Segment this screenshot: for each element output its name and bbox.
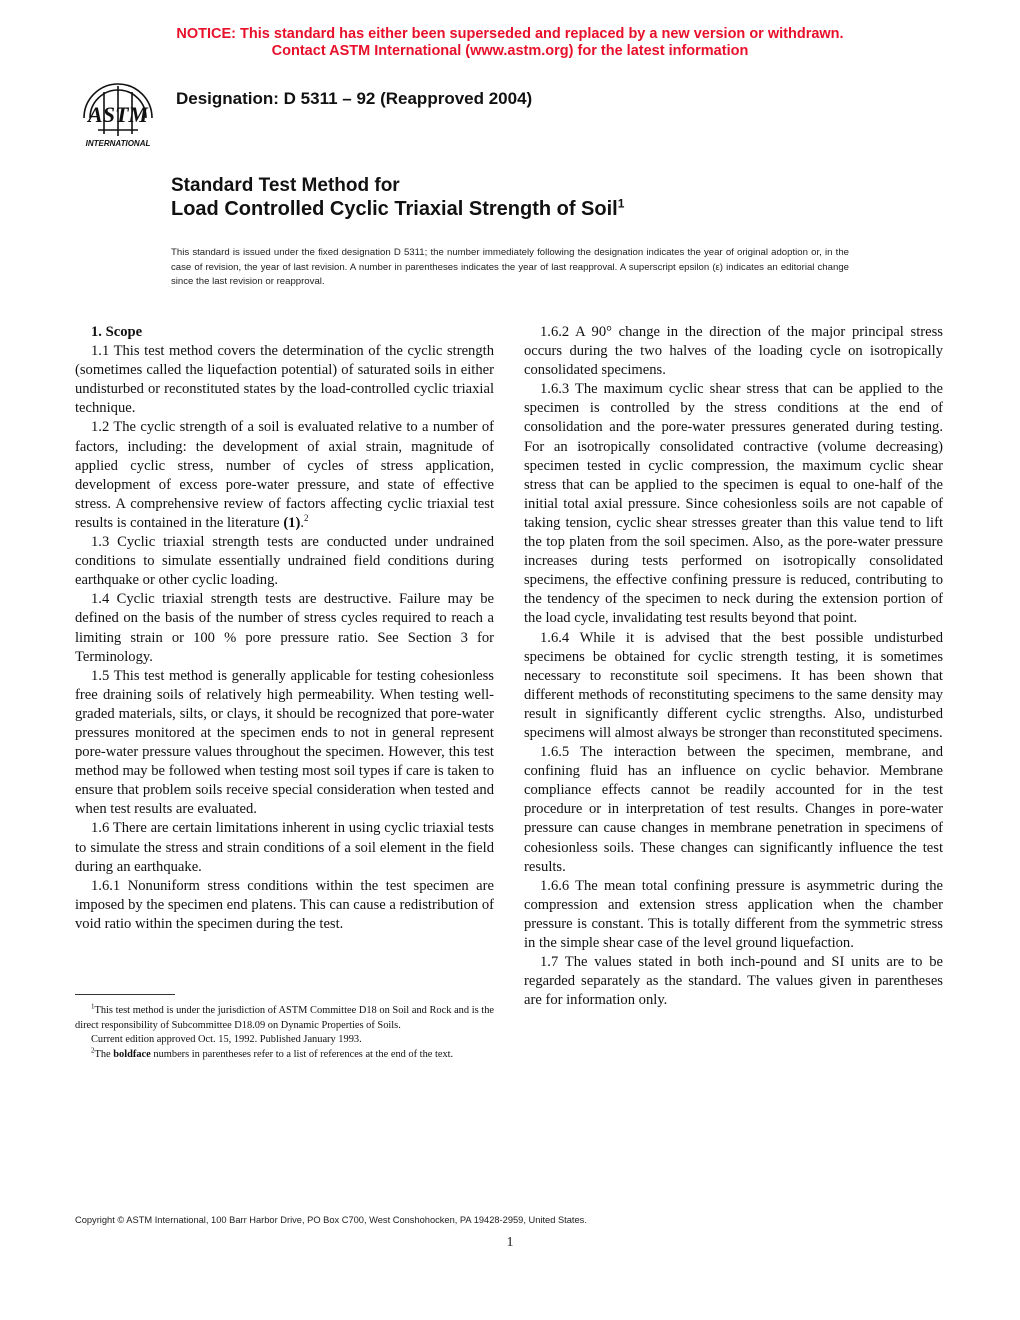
paragraph-1-1: 1.1 This test method covers the determination of the cyclic strength (sometimes called the liquefaction potential) of saturated soils in either undisturbed or reconstituted states by the load-controlled cyclic triaxial technique. — [75, 343, 494, 417]
title-line-2 — [171, 198, 624, 221]
footnote-mark-2: 2 — [304, 513, 309, 524]
notice-line-2: Contact ASTM International (www.astm.org) for the latest information — [271, 43, 749, 59]
paragraph-1-5: 1.5 This test method is generally applicable for testing cohesionless free draining soils of relatively high permeability. When testing well-graded materials, silts, or clays, it should be recognized that pore-water pressures monitored at the specimen ends to not in general represent pore-water pressure values throughout the specimen. However, this test method may be followed when testing most soil types if care is taken to ensure that problem soils receive special consideration when tested and when test results are evaluated. — [75, 667, 494, 818]
paragraph-1-6-3: 1.6.3 The maximum cyclic shear stress that can be applied to the specimen is controlled by the stress conditions at the end of consolidation and the pore-water pressures generated during testing. For an isotropically consolidated contractive (volume decreasing) specimen tested in cyclic compression, the maximum cyclic shear stress that can be applied to the specimen is equal to one-half of the initial total axial pressure. Since cohesionless soils are not capable of taking tension, cyclic shear stresses greater than this value tend to lift the top platen from the soil specimen. Also, as the pore-water pressure increases during tests performed on isotropically consolidated specimens, the effective confining pressure is reduced, contributing to the tendency of the specimen to neck during the extension portion of the load cycle, invalidating test results beyond that point. — [524, 381, 943, 627]
footnote-1-text: This test method is under the jurisdiction of ASTM Committee D18 on Soil and Rock and is the direct responsibility of Subcommittee D18.09 on Dynamic Properties of Soils. — [75, 1005, 494, 1031]
paragraph-1-6-2: 1.6.2 A 90° change in the direction of the major principal stress occurs during the two halves of the loading cycle on isotropically consolidated specimens. — [524, 324, 943, 379]
title-footnote-mark: 1 — [617, 196, 625, 211]
paragraph-1-2 — [75, 418, 494, 533]
copyright: Copyright © ASTM International, 100 Barr Harbor Drive, PO Box C700, West Conshohocken, PA 19428-2959, United States. — [75, 1215, 587, 1225]
title-line-1: Standard Test Method for — [171, 175, 400, 196]
paragraph-1-3: 1.3 Cyclic triaxial strength tests are conducted under undrained conditions to simulate essentially undrained field conditions during earthquake or other cyclic loading. — [75, 534, 494, 589]
notice-banner — [0, 26, 1020, 60]
paragraph-1-6-1: 1.6.1 Nonuniform stress conditions within the test specimen are imposed by the specimen end platens. This can cause a redistribution of void ratio within the specimen during the test. — [75, 877, 494, 932]
left-column — [75, 323, 494, 934]
paragraph-1-6: 1.6 There are certain limitations inherent in using cyclic triaxial tests to simulate the stress and strain conditions of a soil element in the field during an earthquake. — [75, 820, 494, 875]
footnote-2-post: numbers in parentheses refer to a list of references at the end of the text. — [150, 1049, 454, 1061]
logo-subtext: INTERNATIONAL — [85, 139, 151, 148]
issued-note: This standard is issued under the fixed designation D 5311; the number immediately following the designation indicates the year of original adoption or, in the case of revision, the year of last revision. A number in parentheses indicates the year of last reapproval. A superscript epsilon (ε) indicates an editorial change since the last revision or reapproval. — [171, 247, 849, 287]
footnote-2 — [75, 1048, 494, 1063]
footnote-1-edition: Current edition approved Oct. 15, 1992. Published January 1993. — [91, 1034, 362, 1046]
paragraph-1-4: 1.4 Cyclic triaxial strength tests are destructive. Failure may be defined on the basis of the number of stress cycles required to reach a limiting strain or 100 % pore pressure ratio. See Section 3 for Terminology. — [75, 591, 494, 665]
astm-logo — [74, 78, 162, 148]
footnote-divider — [75, 994, 175, 995]
paragraph-1-6-6: 1.6.6 The mean total confining pressure is asymmetric during the compression and extension stress application when the chamber pressure is constant. This is totally different from the symmetric stress in the simple shear case of the level ground liquefaction. — [524, 877, 943, 951]
notice-line-1: NOTICE: This standard has either been superseded and replaced by a new version or withdrawn. — [176, 26, 844, 42]
right-column — [524, 323, 943, 1010]
paragraph-1-2-text: 1.2 The cyclic strength of a soil is evaluated relative to a number of factors, including: the development of axial strain, magnitude of applied cyclic stress, number of cycles of stress application, development of excess pore-water pressure, and state of effective stress. A comprehensive review of factors affecting cyclic triaxial test results is contained in the literature — [75, 419, 494, 531]
footnote-1 — [75, 1004, 494, 1033]
page-number: 1 — [506, 1235, 514, 1250]
footnote-2-pre: The — [94, 1049, 114, 1061]
reference-1: (1) — [283, 514, 301, 531]
footnotes — [75, 1004, 494, 1063]
paragraph-1-2-end: . — [300, 514, 304, 531]
footnote-2-mark: 2 — [91, 1046, 95, 1055]
logo-text: ASTM — [88, 102, 148, 127]
paragraph-1-6-4: 1.6.4 While it is advised that the best possible undisturbed specimens be obtained for cyclic strength testing, it is sometimes necessary to reconstitute soil specimens. It has been shown that different methods of reconstituting specimens to the same density may result in significantly different cyclic strengths. Also, undisturbed specimens will almost always be stronger than reconstituted specimens. — [524, 629, 943, 741]
paragraph-1-6-5: 1.6.5 The interaction between the specimen, membrane, and confining fluid has an influence on cyclic behavior. Membrane compliance effects cannot be readily accounted for in the test procedure or in interpretation of test results. Changes in pore-water pressure can cause changes in membrane penetration in specimens of cohesionless soils. These changes can significantly influence the test results. — [524, 744, 943, 875]
paragraph-1-7: 1.7 The values stated in both inch-pound and SI units are to be regarded separately as the standard. The values given in parentheses are for information only. — [524, 954, 943, 1009]
title-main: Load Controlled Cyclic Triaxial Strength of Soil — [171, 198, 618, 220]
section-heading-scope: 1. Scope — [91, 324, 143, 340]
designation: Designation: D 5311 – 92 (Reapproved 2004) — [176, 89, 533, 108]
footnote-2-bold: boldface — [113, 1049, 151, 1061]
footnote-1-mark: 1 — [91, 1002, 95, 1011]
